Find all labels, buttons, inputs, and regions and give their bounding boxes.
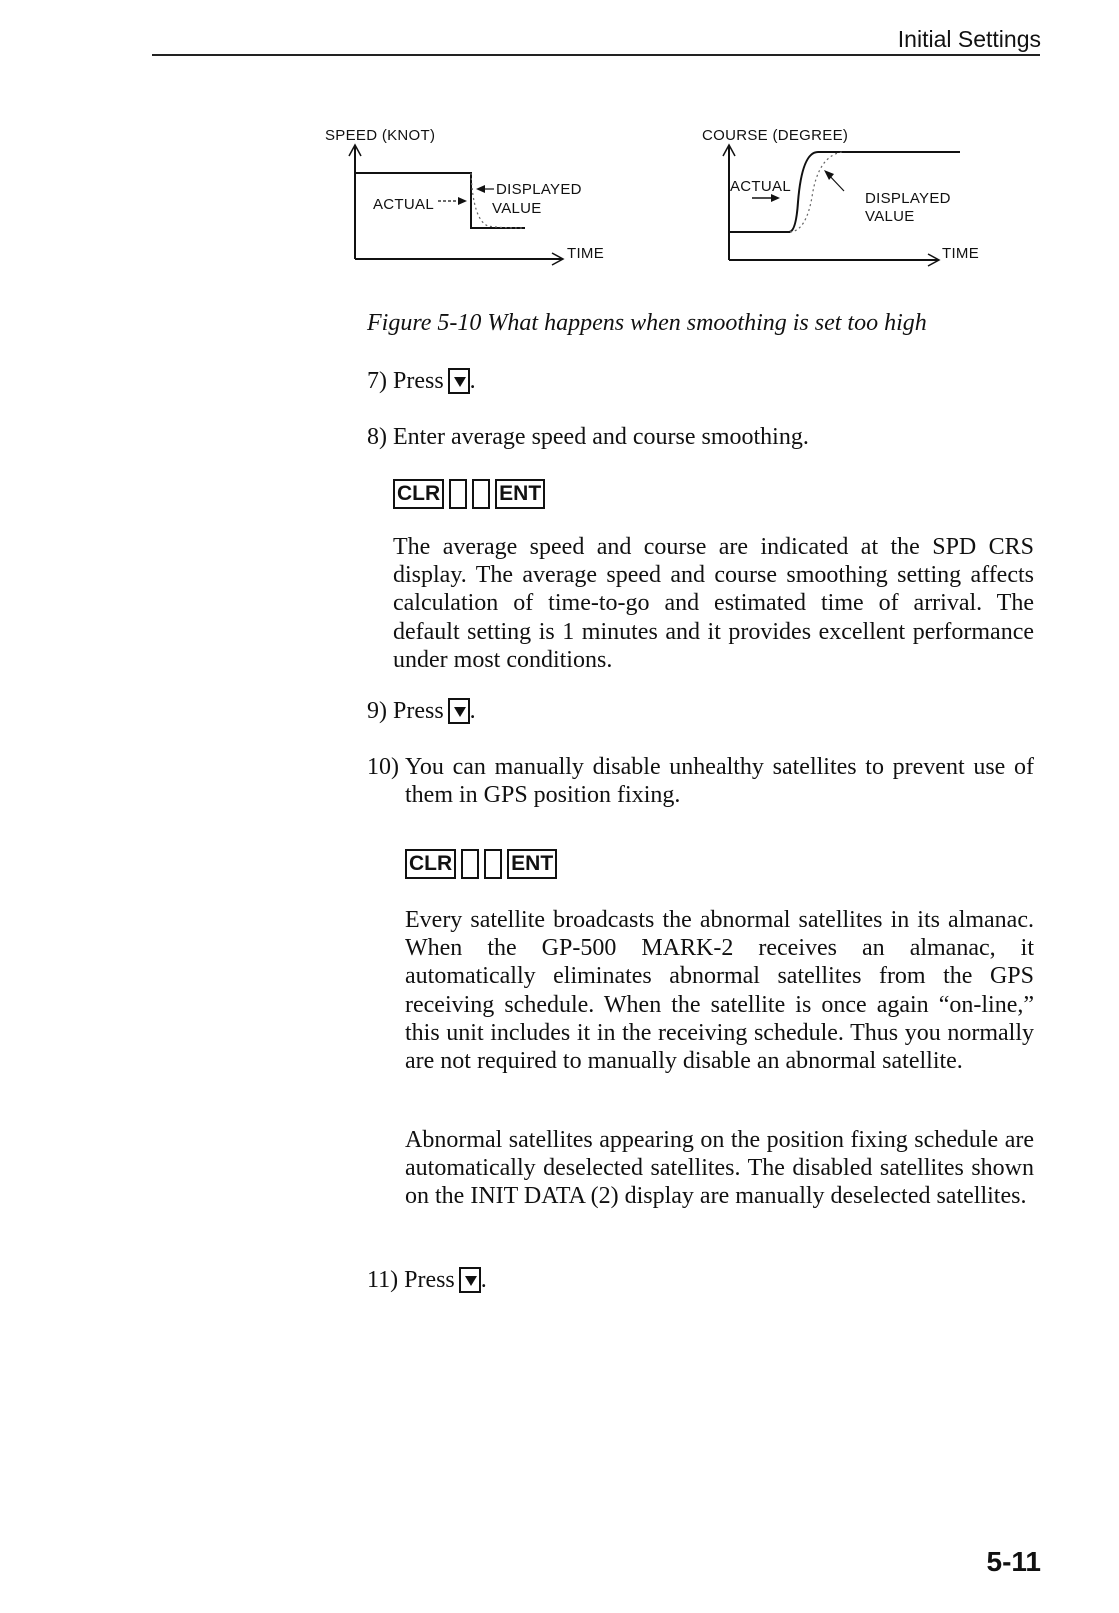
- blank-key: [461, 849, 479, 879]
- clr-key: CLR: [393, 479, 444, 509]
- course-displayed-label: DISPLAYED: [865, 190, 951, 207]
- section-title: Initial Settings: [897, 26, 1041, 52]
- course-actual-label: ACTUAL: [730, 178, 791, 195]
- step-7: [367, 367, 476, 395]
- step-9: [367, 697, 476, 725]
- ent-key: ENT: [507, 849, 557, 879]
- header-rule: [152, 54, 1040, 56]
- down-arrow-key-icon: [448, 698, 470, 724]
- paragraph-almanac: Every satellite broadcasts the abnormal satellites in its almanac. When the GP-500 MARK-2 receives an almanac, it automatically eliminates abnormal satellites from the GPS receiving schedule. When the satellite is once again “on-line,” this unit includes it in the receiving schedule. Thus you normally are not required to manually disable an abnormal satellite.: [405, 907, 1034, 1075]
- key-sequence-2: [405, 849, 557, 879]
- page-number: 5-11: [986, 1546, 1041, 1577]
- speed-value-label: VALUE: [492, 200, 542, 217]
- step-10-text: You can manually disable unhealthy satellites to prevent use of them in GPS position fixing.: [405, 754, 1034, 809]
- step-7-text: 7) Press: [367, 368, 444, 394]
- key-sequence-1: [393, 479, 545, 509]
- speed-time-label: TIME: [567, 245, 605, 262]
- clr-key: CLR: [405, 849, 456, 879]
- step-9-text: 9) Press: [367, 698, 444, 724]
- speed-axis-label: SPEED (KNOT): [325, 127, 436, 144]
- figure-caption: Figure 5-10 What happens when smoothing is set too high: [367, 310, 927, 336]
- blank-key: [449, 479, 467, 509]
- down-arrow-key-icon: [459, 1267, 481, 1293]
- step-11-period: .: [480, 1267, 487, 1293]
- down-arrow-key-icon: [448, 368, 470, 394]
- step-10-number: 10): [367, 754, 399, 780]
- paragraph-deselected: Abnormal satellites appearing on the position fixing schedule are automatically deselected satellites. The disabled satellites shown on the INIT DATA (2) display are manually deselected satellites.: [405, 1127, 1034, 1210]
- course-axis-label: COURSE (DEGREE): [702, 127, 849, 144]
- paragraph-smoothing: The average speed and course are indicated at the SPD CRS display. The average speed and course smoothing setting affects calculation of time-to-go and estimated time of arrival. The default setting is 1 minutes and it provides excellent performance under most conditions.: [393, 534, 1034, 673]
- step-7-period: .: [469, 368, 476, 394]
- ent-key: ENT: [495, 479, 545, 509]
- course-value-label: VALUE: [865, 208, 915, 225]
- course-time-label: TIME: [942, 245, 980, 262]
- step-8: 8) Enter average speed and course smoothing.: [367, 424, 809, 450]
- step-9-period: .: [469, 698, 476, 724]
- step-11: [367, 1266, 487, 1294]
- step-11-text: 11) Press: [367, 1267, 455, 1293]
- blank-key: [472, 479, 490, 509]
- speed-displayed-label: DISPLAYED: [496, 181, 582, 198]
- blank-key: [484, 849, 502, 879]
- speed-actual-label: ACTUAL: [373, 196, 434, 213]
